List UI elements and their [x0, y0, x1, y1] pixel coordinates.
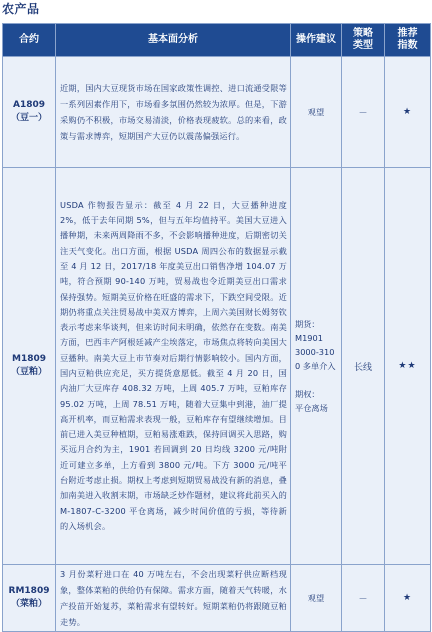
contract-code: M1809 — [11, 354, 46, 364]
contract-code: RM1809 — [8, 586, 50, 596]
header-type-line-2: 类型 — [353, 40, 373, 51]
advice-futures-contract: M1901 — [295, 333, 323, 343]
contract-name: （豆一） — [10, 113, 47, 123]
contract-name: （菜粕） — [10, 599, 47, 609]
advice-options-action: 平仓离场 — [295, 403, 328, 413]
agri-strategy-table — [2, 23, 431, 632]
advice-spacer — [295, 373, 337, 387]
advice-cell — [291, 168, 342, 565]
header-type-line-1: 策略 — [353, 28, 373, 39]
strategy-type: － — [342, 565, 385, 632]
contract-cell — [3, 168, 56, 565]
table-row-m1809 — [3, 168, 431, 565]
advice-futures-range: 3000-3100 多单介入 — [295, 347, 336, 371]
strategy-type: 长线 — [342, 168, 385, 565]
advice-cell — [291, 57, 342, 168]
header-analysis: 基本面分析 — [56, 24, 291, 57]
rating-stars: ★ — [385, 565, 431, 632]
header-contract: 合约 — [3, 24, 56, 57]
header-advice: 操作建议 — [291, 24, 342, 57]
header-type — [342, 24, 385, 57]
strategy-type: － — [342, 57, 385, 168]
contract-code: A1809 — [12, 100, 45, 110]
advice-line: 观望 — [307, 107, 325, 117]
contract-cell — [3, 565, 56, 632]
header-rating-line-1: 推荐 — [397, 28, 418, 39]
advice-futures-label: 期货： — [295, 319, 320, 329]
advice-options-label: 期权： — [295, 389, 320, 399]
contract-name: （豆粕） — [10, 367, 47, 377]
rating-stars: ★ — [385, 57, 431, 168]
contract-cell — [3, 57, 56, 168]
header-rating-line-2: 指数 — [397, 40, 418, 51]
header-rating — [385, 24, 431, 57]
analysis-text: USDA 作物报告显示：截至 4 月 22 日，大豆播种进度 2%，低于去年同期 5%，但与五年均值持平。美国大豆进入播种期，未来两周降雨不多，不会影响播种进度，后期密切关注天气变化。出口方面，根据 USDA 周四公布的数据显示截至 4 月 12 日，2017/18 年度美豆出口销售净增 104.07 万吨，符合预期 90-140 万吨，贸易战也令近期美豆出口需求保持强势。短期美豆价格在旺盛的需求下，下跌空间受限。近期仍将重点关注贸易战中美双方博弈，上周六美国财长姆努钦表示考虑来华谈判，但来访时间未明确，依然存在变数。南美方面，巴西丰产阿根廷减产尘埃落定，市场焦点将转向美国大豆播种。南美大豆上市节奏对后期行情影响较小。国内方面，国内豆粕供应充足，买方提货意愿低。截至 4 月 20 日，国内油厂大豆库存 408.32 万吨，上周 405.7 万吨，豆粕库存 95.02 万吨，上周 78.51 万吨，随着大豆集中到港，油厂提高开机率，而豆粕需求表现一般，豆粕库存有望继续增加。目前已进入美豆种植期，豆粕易涨难跌，保持回调买入思路，购买远月合约为主，1901 若回调到 20 日均线 3200 元/吨附近可建立多单，上方看到 3800 元/吨。下方 3000 元/吨平台附近考虑止损。期权上考虑到短期贸易战没有新的消息，叠加南美进入收割末期，市场缺乏炒作题材，建议将此前买入的 M-1807-C-3200 平仓离场，减少时间价值的亏损，等待新的入场机会。 — [56, 168, 291, 565]
analysis-text: 近期，国内大豆现货市场在国家政策性调控、进口流通受限等一系列因素作用下，市场看多氛围仍然较为浓厚。但是，下游采购仍不积极，市场交易清淡，价格表现疲软。总的来看，政策与需求博弈，短期国产大豆仍以震荡偏强运行。 — [56, 57, 291, 168]
advice-line: 观望 — [307, 593, 325, 603]
rating-stars: ★★ — [385, 168, 431, 565]
table-row-rm1809 — [3, 565, 431, 632]
advice-cell — [291, 565, 342, 632]
table-row-a1809 — [3, 57, 431, 168]
analysis-text: 3 月份菜籽进口在 40 万吨左右，不会出现菜籽供应断档现象，整体菜粕的供给仍有保障。需求方面，随着天气转暖，水产投苗开始复苏，菜粕需求有望转好。短期菜粕仍将跟随豆粕走势。 — [56, 565, 291, 632]
table-header-row — [3, 24, 431, 57]
section-title: 农产品 — [2, 2, 40, 16]
